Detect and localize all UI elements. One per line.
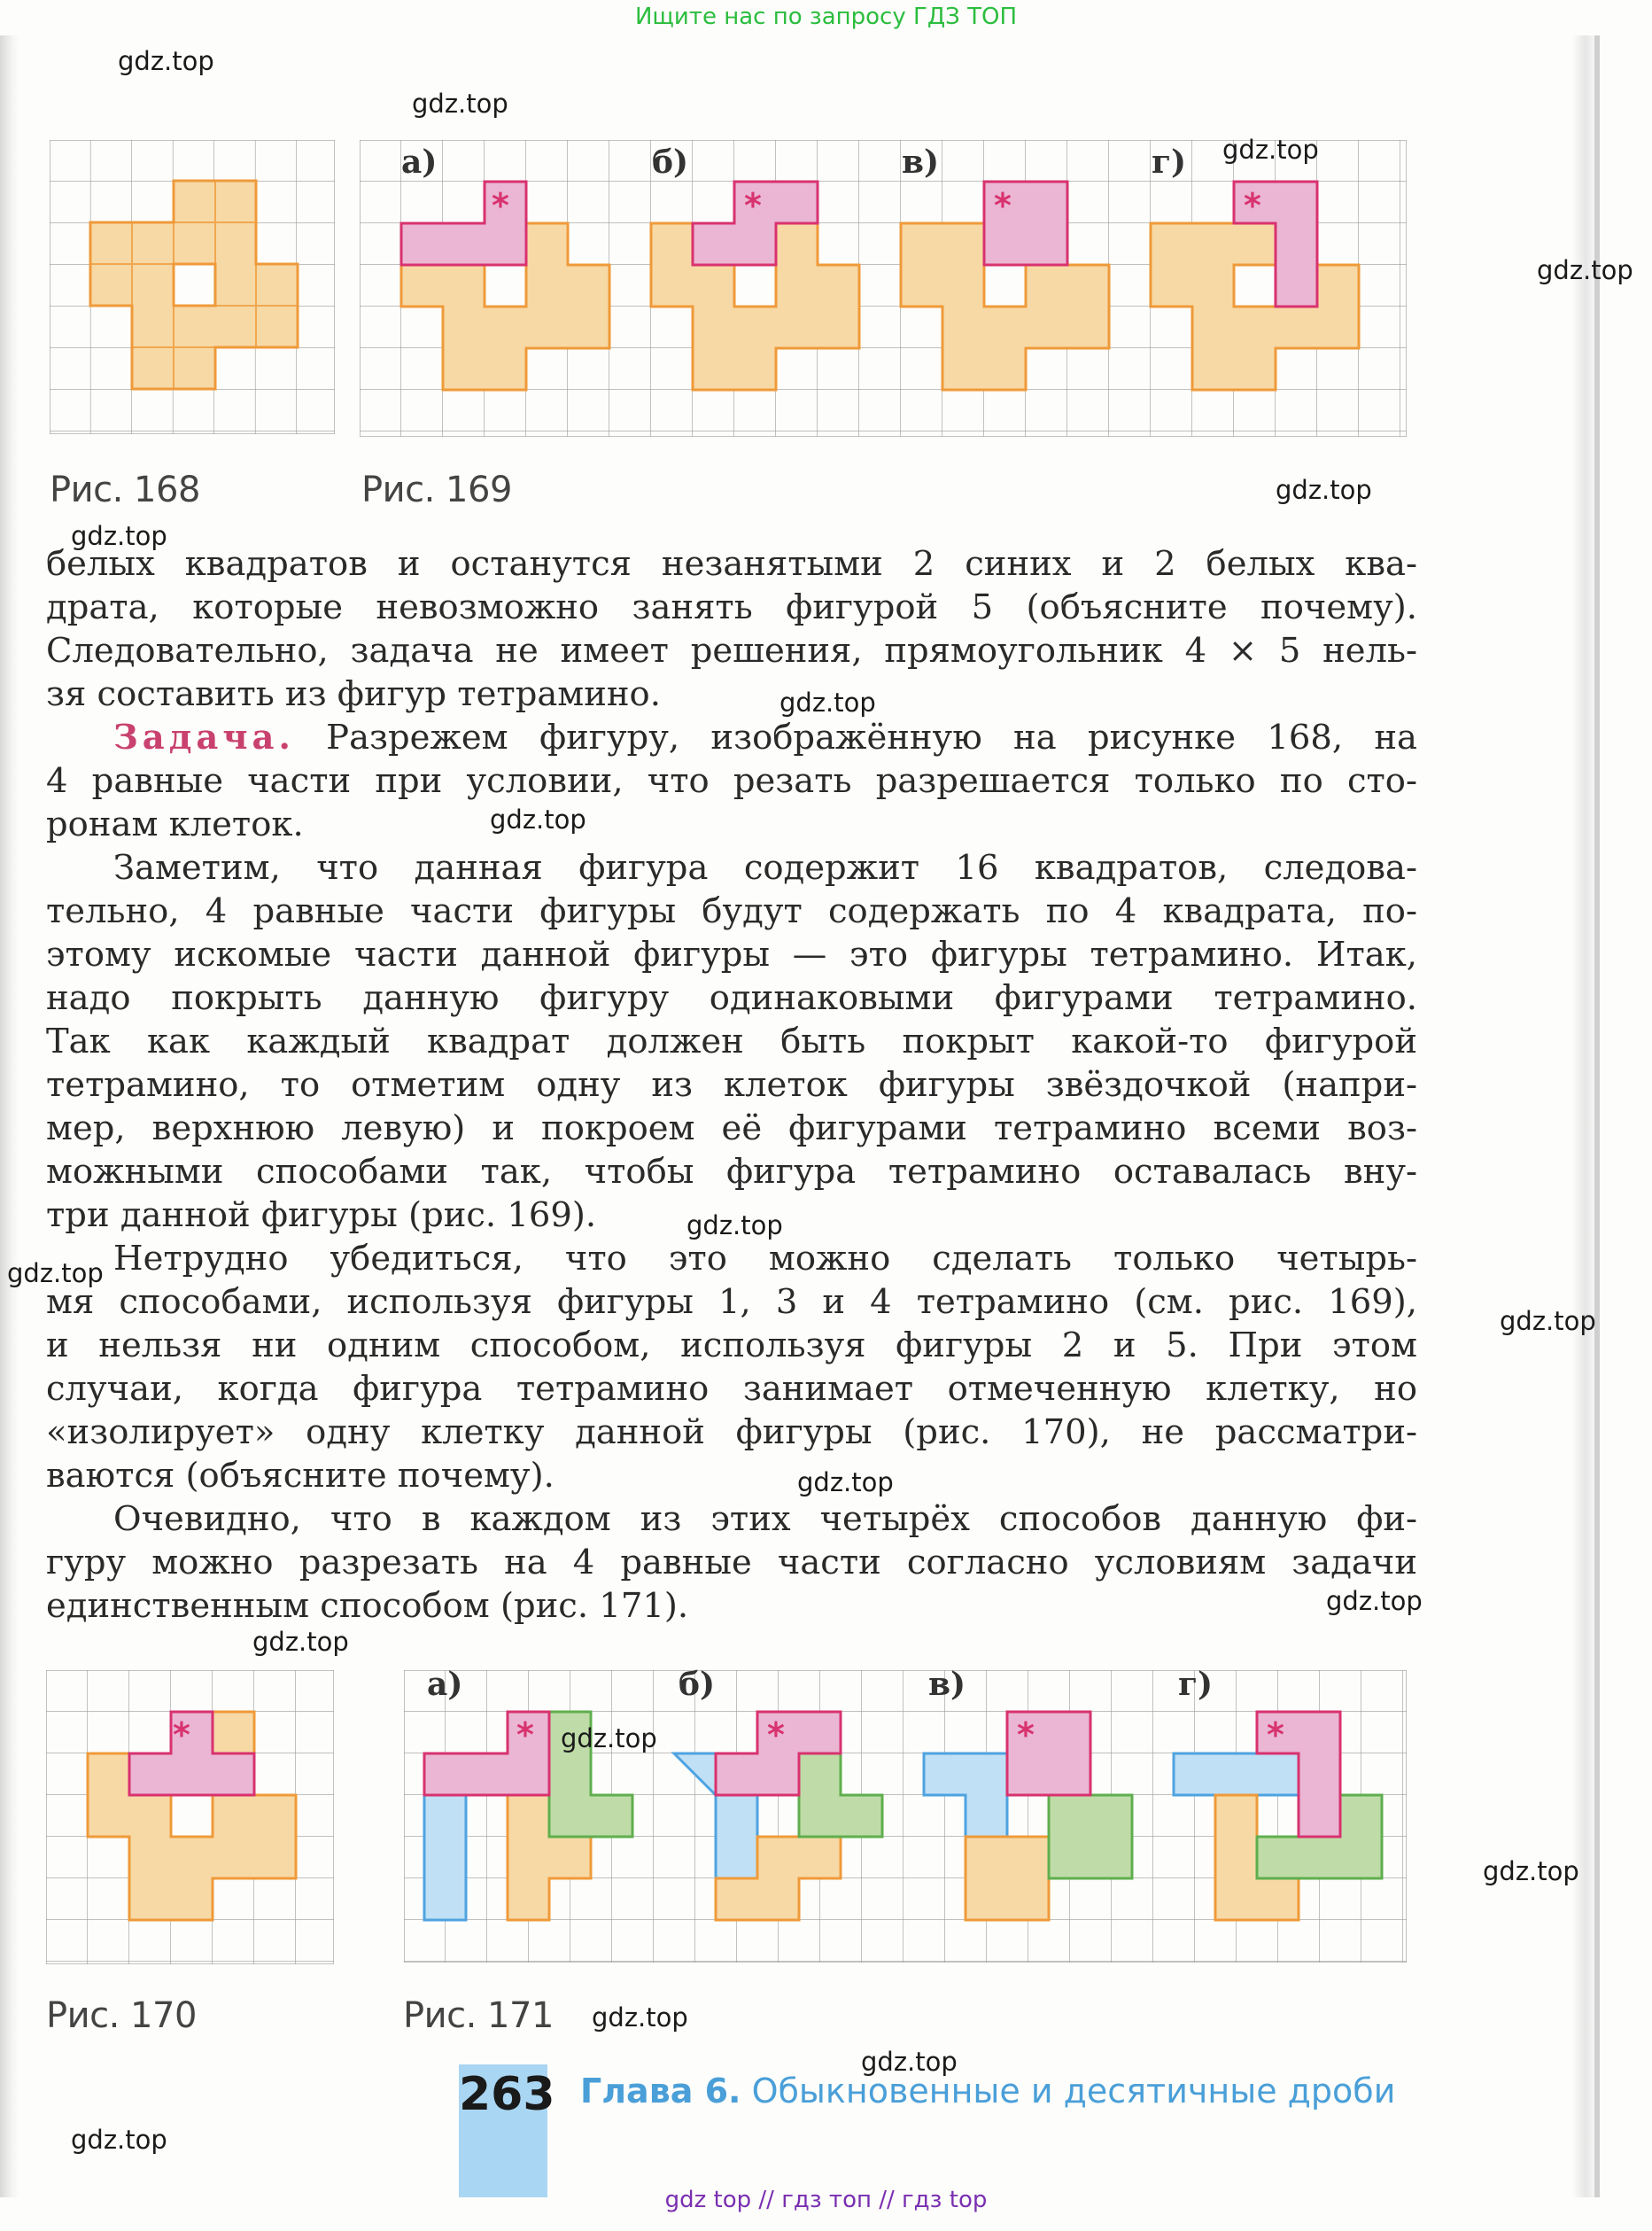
figure-169-caption: Рис. 169 [361, 470, 512, 510]
figure-171-label-b: б) [679, 1666, 716, 1703]
watermark: gdz.top [592, 2002, 688, 2033]
text-line: этому искомые части данной фигуры — это фигуры тетрамино. Итак, [46, 935, 1417, 975]
watermark: gdz.top [1276, 475, 1372, 505]
text-line: надо покрыть данную фигуру одинаковыми фигурами тетрамино. [46, 978, 1417, 1018]
watermark: gdz.top [118, 46, 214, 76]
watermark: gdz.top [861, 2047, 958, 2077]
text-line: случаи, когда фигура тетрамино занимает отмеченную клетку, но [46, 1369, 1417, 1409]
figure-169-label-a: а) [401, 144, 438, 181]
text-line: зя составить из фигур тетрамино. [46, 674, 661, 714]
text-line: гуру можно разрезать на 4 равные части согласно условиям задачи [46, 1543, 1417, 1582]
watermark: gdz.top [1326, 1586, 1423, 1616]
star-icon: * [994, 186, 1012, 225]
watermark: gdz.top [1483, 1856, 1579, 1886]
top-banner[interactable]: Ищите нас по запросу ГДЗ ТОП [634, 4, 1018, 30]
star-icon: * [1244, 186, 1261, 225]
watermark: gdz.top [71, 2125, 167, 2155]
text-line: Нетрудно убедиться, что это можно сделать только четырь- [113, 1239, 1417, 1279]
bottom-banner[interactable]: gdz top // гдз топ // гдз top [664, 2187, 988, 2213]
watermark: gdz.top [686, 1210, 783, 1240]
star-icon: * [516, 1715, 534, 1754]
text-line: Следовательно, задача не имеет решения, прямоугольник 4 × 5 нель- [46, 631, 1417, 671]
watermark: gdz.top [1222, 135, 1319, 165]
text-line: белых квадратов и останутся незанятыми 2 синих и 2 белых ква- [46, 544, 1417, 584]
text-line: Так как каждый квадрат должен быть покрыт какой-то фигурой [46, 1022, 1417, 1061]
watermark: gdz.top [412, 89, 508, 119]
figure-171 [404, 1670, 1407, 1963]
text-line: мя способами, используя фигуры 1, 3 и 4 тетрамино (см. рис. 169), [46, 1282, 1417, 1322]
task-heading-line: Задача. Разрежем фигуру, изображённую на рисунке 168, на [113, 718, 1417, 758]
watermark: gdz.top [71, 521, 167, 551]
figure-168-caption: Рис. 168 [50, 470, 200, 510]
text-line: и нельзя ни одним способом, используя фигуры 2 и 5. При этом [46, 1325, 1417, 1365]
figure-169-label-v: в) [902, 144, 940, 181]
task-word: Задача. [113, 718, 295, 758]
watermark: gdz.top [252, 1627, 349, 1657]
watermark: gdz.top [779, 688, 876, 718]
text-line: три данной фигуры (рис. 169). [46, 1195, 597, 1235]
text-line: единственным способом (рис. 171). [46, 1586, 689, 1626]
text-line: мер, верхнюю левую) и покроем её фигурами тетрамино всеми воз- [46, 1108, 1417, 1148]
figure-171-label-a: а) [427, 1666, 463, 1703]
text-line: ронам клеток. [46, 805, 304, 844]
figure-169-label-b: б) [652, 144, 689, 181]
text-line: тетрамино, то отметим одну из клеток фигуры звёздочкой (напри- [46, 1065, 1417, 1105]
star-icon: * [173, 1715, 190, 1754]
figure-169 [360, 140, 1407, 437]
star-icon: * [492, 186, 509, 225]
page-right-edge-line [1594, 35, 1600, 2197]
body-text [46, 542, 1417, 1628]
text-line: «изолирует» одну клетку данной фигуры (рис. 170), не рассматри- [46, 1412, 1417, 1452]
star-icon: * [767, 1715, 785, 1754]
chapter-title: Глава 6. Обыкновенные и десятичные дроби [580, 2072, 1396, 2111]
figure-171-label-v: в) [928, 1666, 966, 1703]
watermark: gdz.top [1537, 255, 1633, 285]
text-line: тельно, 4 равные части фигуры будут содержать по 4 квадрата, по- [46, 891, 1417, 931]
page-number: 263 [459, 2068, 555, 2121]
figure-169-label-g: г) [1152, 144, 1187, 181]
star-icon: * [744, 186, 762, 225]
watermark: gdz.top [7, 1258, 104, 1288]
page-left-edge [0, 35, 19, 2197]
figure-171-label-g: г) [1178, 1666, 1214, 1703]
figure-170 [46, 1670, 334, 1964]
figure-170-caption: Рис. 170 [46, 1995, 197, 2036]
watermark: gdz.top [1500, 1306, 1596, 1336]
star-icon: * [1017, 1715, 1035, 1754]
watermark: gdz.top [490, 805, 586, 835]
watermark: gdz.top [561, 1723, 657, 1753]
text-line: Очевидно, что в каждом из этих четырёх способов данную фи- [113, 1499, 1417, 1539]
text-line: 4 равные части при условии, что резать разрешается только по сто- [46, 761, 1417, 801]
figure-168 [50, 140, 335, 434]
watermark: gdz.top [797, 1467, 894, 1497]
text-line: ваются (объясните почему). [46, 1456, 555, 1496]
text-line: Заметим, что данная фигура содержит 16 квадратов, следова- [113, 848, 1417, 888]
star-icon: * [1267, 1715, 1284, 1754]
figure-171-caption: Рис. 171 [403, 1995, 554, 2036]
text-line: драта, которые невозможно занять фигурой 5 (объясните почему). [46, 587, 1417, 627]
text-line: можными способами так, чтобы фигура тетрамино оставалась вну- [46, 1152, 1417, 1192]
